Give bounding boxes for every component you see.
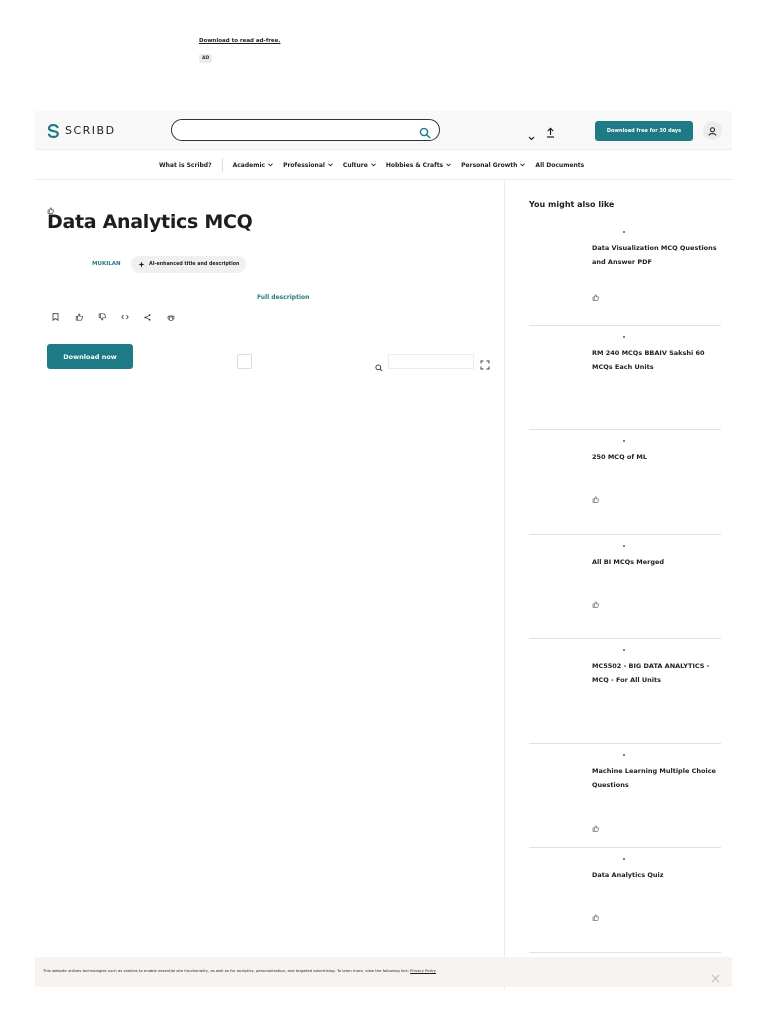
- column-divider: [504, 180, 505, 990]
- thumbs-up-icon[interactable]: [592, 593, 599, 612]
- document-title: Data Analytics MCQ: [47, 211, 253, 233]
- upload-icon[interactable]: [546, 123, 555, 142]
- cookie-text: This website utilizes technologies such as cookies to enable essential site functionality, as well as for analytics, personalization, and targeted advertising. To learn more, view the following link: Privacy Policy: [43, 968, 437, 973]
- search-input[interactable]: [171, 119, 440, 141]
- related-document-title[interactable]: MC5502 - BIG DATA ANALYTICS - MCQ - For All Units: [592, 662, 710, 684]
- related-document-title[interactable]: All BI MCQs Merged: [592, 557, 665, 566]
- nav-item-hobbies-crafts[interactable]: Hobbies & Crafts: [386, 161, 451, 169]
- ai-chip-label: AI-enhanced title and description: [149, 262, 240, 267]
- download-free-button[interactable]: Download free for 30 days: [595, 121, 693, 141]
- related-document-title[interactable]: 250 MCQ of ML: [592, 453, 648, 461]
- dot-icon: [623, 649, 625, 651]
- cookie-banner: [35, 957, 732, 987]
- dot-icon: [623, 545, 625, 547]
- site-header: [35, 111, 732, 150]
- related-document-item[interactable]: [529, 221, 721, 326]
- dot-icon: [623, 858, 625, 860]
- related-document-title[interactable]: Machine Learning Multiple Choice Questions: [592, 766, 716, 789]
- thumbs-down-icon[interactable]: [98, 311, 121, 323]
- download-now-button[interactable]: Download now: [47, 344, 133, 369]
- nav-divider: [222, 158, 223, 172]
- thumbs-up-icon[interactable]: [592, 488, 599, 507]
- thumbs-up-icon[interactable]: [592, 906, 599, 925]
- author-link[interactable]: MUKILAN: [92, 261, 121, 267]
- document-panel: [35, 180, 505, 970]
- document-search-input[interactable]: [388, 354, 474, 369]
- related-heading: You might also like: [529, 200, 615, 209]
- related-document-title[interactable]: Data Analytics Quiz: [592, 871, 664, 879]
- ad-badge: AD: [199, 54, 212, 63]
- thumbs-up-icon[interactable]: [592, 286, 599, 305]
- full-description-link[interactable]: Full description: [257, 294, 310, 301]
- print-icon[interactable]: [167, 311, 190, 323]
- user-icon: [708, 121, 717, 140]
- chevron-down-icon: [446, 162, 451, 169]
- privacy-policy-link[interactable]: Privacy Policy: [410, 968, 437, 973]
- scribd-logo[interactable]: [47, 123, 116, 137]
- thumbs-up-icon[interactable]: [592, 817, 599, 836]
- dot-icon: [623, 336, 625, 338]
- nav-item-personal-growth[interactable]: Personal Growth: [461, 161, 525, 169]
- chevron-down-icon: [268, 162, 273, 169]
- nav-item-what-is-scribd[interactable]: What is Scribd?: [159, 161, 212, 169]
- chevron-down-icon: [520, 162, 525, 169]
- ad-banner: [199, 38, 280, 63]
- nav-item-culture[interactable]: Culture: [343, 161, 376, 169]
- user-account-button[interactable]: [703, 121, 722, 140]
- close-icon[interactable]: [711, 968, 720, 987]
- related-document-item[interactable]: [529, 535, 721, 640]
- related-document-title[interactable]: Data Visualization MCQ Questions and Answer PDF: [592, 244, 717, 266]
- related-document-item[interactable]: [529, 639, 721, 744]
- nav-item-all-documents[interactable]: All Documents: [535, 161, 585, 169]
- dot-icon: [623, 754, 625, 756]
- thumbs-up-icon[interactable]: [75, 311, 98, 323]
- dot-icon: [623, 440, 625, 442]
- nav-item-academic[interactable]: Academic: [233, 161, 273, 169]
- category-nav: [35, 150, 732, 180]
- document-actions: [52, 311, 190, 323]
- embed-code-icon[interactable]: [121, 311, 144, 323]
- page-number-input[interactable]: [237, 354, 252, 369]
- sparkle-icon: [138, 261, 145, 268]
- related-document-item[interactable]: [529, 744, 721, 849]
- ad-free-link[interactable]: Download to read ad-free.: [199, 38, 281, 44]
- related-document-title[interactable]: RM 240 MCQs BBAIV Sakshi 60 MCQs Each Units: [592, 348, 705, 371]
- scribd-logo-icon: [47, 123, 60, 137]
- logo-text: SCRIBD: [65, 123, 116, 137]
- search-icon[interactable]: [419, 124, 431, 143]
- dot-icon: [623, 231, 625, 233]
- save-bookmark-icon[interactable]: [52, 311, 75, 323]
- ai-enhanced-chip: [131, 256, 246, 273]
- related-document-item[interactable]: [529, 848, 721, 953]
- related-document-item[interactable]: [529, 326, 721, 431]
- language-chevron-down-icon[interactable]: [528, 126, 535, 145]
- search-icon[interactable]: [375, 357, 383, 376]
- related-document-item[interactable]: [529, 430, 721, 535]
- share-icon[interactable]: [144, 311, 167, 323]
- chevron-down-icon: [371, 162, 376, 169]
- nav-item-professional[interactable]: Professional: [283, 161, 333, 169]
- chevron-down-icon: [328, 162, 333, 169]
- fullscreen-icon[interactable]: [480, 355, 490, 374]
- related-documents-list: [529, 221, 721, 953]
